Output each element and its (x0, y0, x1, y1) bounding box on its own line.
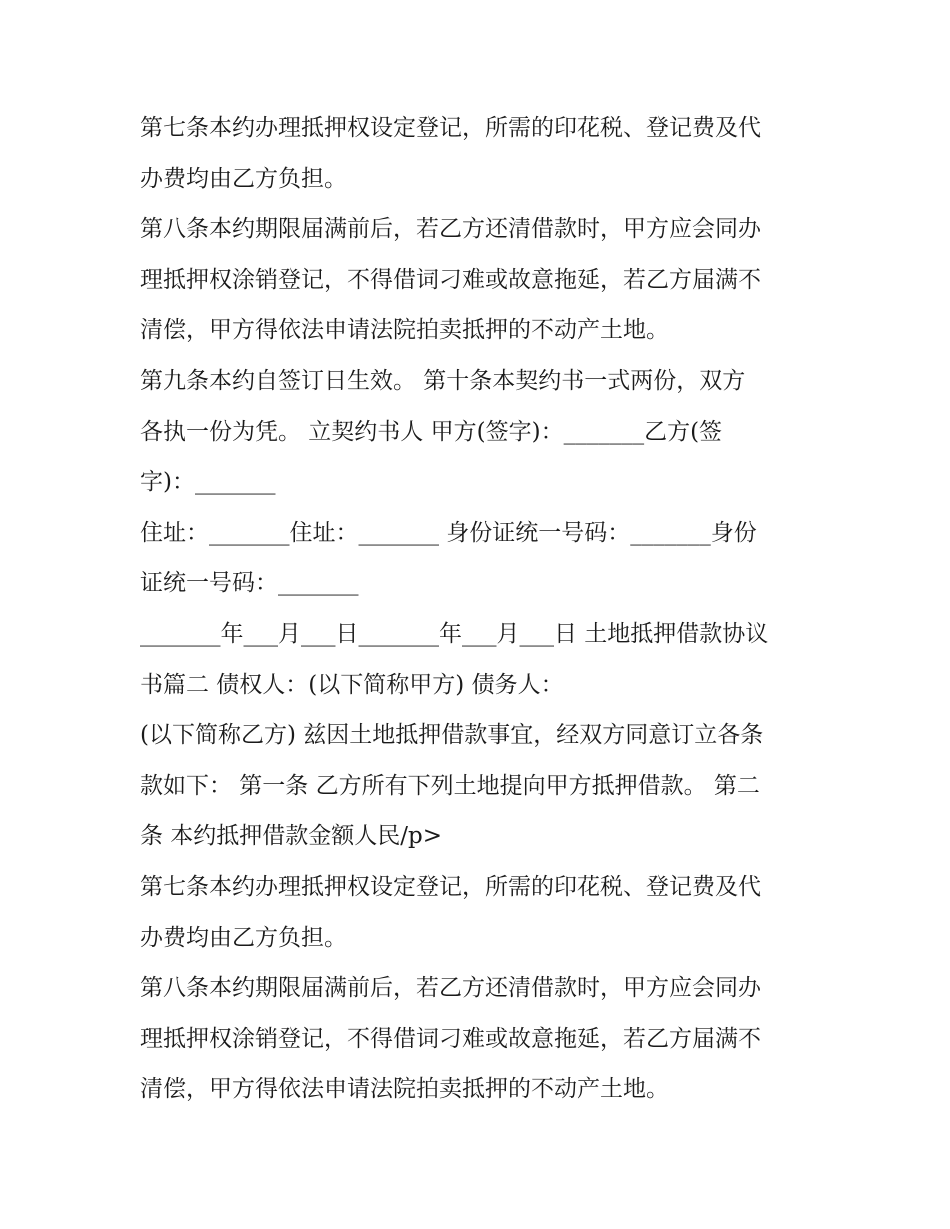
text-line: (以下简称乙方) 兹因土地抵押借款事宜，经双方同意订立各条 (140, 722, 764, 749)
text-line: 办费均由乙方负担。 (140, 165, 347, 192)
document-body (140, 103, 820, 1115)
text-line: 各执一份为凭。 立契约书人 甲方(签字)：_______乙方(签 (140, 418, 723, 445)
text-line: 字)：_______ (140, 469, 276, 496)
text-line: 住址：_______住址：_______ 身份证统一号码：_______身份 (140, 519, 757, 546)
text-line: 第九条本约自签订日生效。 第十条本契约书一式两份，双方 (140, 367, 746, 394)
text-line: 第八条本约期限届满前后，若乙方还清借款时，甲方应会同办 (140, 216, 761, 243)
text-line: 第七条本约办理抵押权设定登记，所需的印花税、登记费及代 (140, 115, 761, 141)
text-line: 第八条本约期限届满前后，若乙方还清借款时，甲方应会同办 (140, 975, 761, 1002)
text-line: 书篇二 债权人：(以下简称甲方) 债务人： (140, 671, 564, 698)
text-line: 证统一号码：_______ (140, 570, 359, 597)
text-line: 理抵押权涂销登记，不得借词刁难或故意拖延，若乙方届满不 (140, 266, 761, 293)
text-line: 办费均由乙方负担。 (140, 924, 347, 951)
text-line: 清偿，甲方得依法申请法院拍卖抵押的不动产土地。 (140, 1076, 669, 1103)
text-line: 理抵押权涂销登记，不得借词刁难或故意拖延，若乙方届满不 (140, 1025, 761, 1052)
text-line: 第七条本约办理抵押权设定登记，所需的印花税、登记费及代 (140, 873, 761, 900)
text-line: 条 本约抵押借款金额人民/p> (140, 823, 443, 850)
text-line: 清偿，甲方得依法申请法院拍卖抵押的不动产土地。 (140, 317, 669, 344)
text-line: 款如下： 第一条 乙方所有下列土地提向甲方抵押借款。 第二 (140, 772, 760, 799)
text-line: _______年___月___日_______年___月___日 土地抵押借款协议 (140, 620, 769, 647)
